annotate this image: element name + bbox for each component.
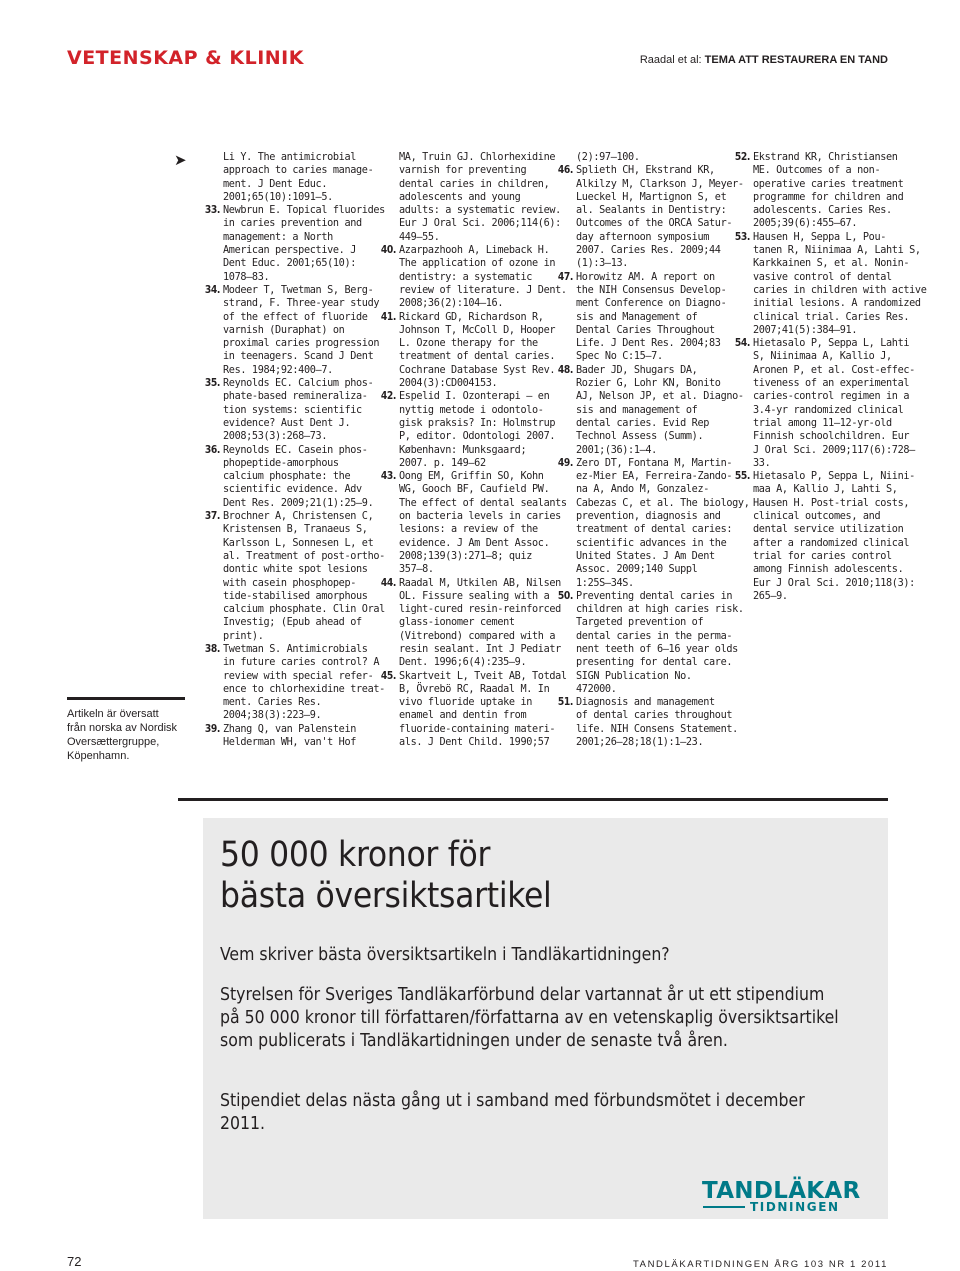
reference-number: 37.: [204, 511, 220, 523]
reference-text: Zero DT, Fontana M, Martin- ez-Mier EA, Ferreira-Zando- na A, Ando M, Gonzalez- Cabezas C, et al. The biology, prevention, diagnosis and treatment of dental caries: scientific advances in the United States. J Am Dent Assoc. 2009;140 Suppl 1:25S–34S.: [576, 457, 750, 589]
reference-item: [557, 164, 750, 270]
reference-item: [380, 244, 567, 310]
reference-item: [223, 151, 385, 204]
reference-number: 47.: [557, 271, 573, 283]
reference-text: Rickard GD, Richardson R, Johnson T, McColl D, Hooper L. Ozone therapy for the treatment of dental caries. Cochrane Database Syst Rev. 2004(3):CD004153.: [399, 311, 556, 390]
reference-number: 44.: [380, 577, 396, 589]
translation-note: Artikeln är översatt från norska av Nordisk Oversættergruppe, Köpenhamn.: [67, 708, 178, 762]
reference-number: 33.: [204, 205, 220, 217]
reference-number: 48.: [557, 364, 573, 376]
reference-item: [557, 457, 750, 590]
reference-text: Hietasalo P, Seppa L, Lahti S, Niinimaa A, Kallio J, Aronen P, et al. Cost-effec- tiveness of an experimental caries-control regimen in a 3.4-yr randomized clinical trial among 11–12-yr-old Finnish schoolchildren. Eur J Oral Sci. 2009;117(6):728– 33.: [753, 338, 915, 469]
reference-number: 36.: [204, 444, 220, 456]
reference-text: Twetman S. Antimicrobials in future caries control? A review with special refer- ence to chlorhexidine treat- ment. Caries Res. 2004;38(3):223–9.: [223, 643, 385, 722]
reference-number: 34.: [204, 284, 220, 296]
reference-number: 50.: [557, 590, 573, 602]
reference-item: [204, 204, 385, 284]
tandlakartidningen-logo-subtitle: TIDNINGEN: [750, 1200, 840, 1214]
reference-text: Oong EM, Griffin SO, Kohn WG, Gooch BF, Caufield PW. The effect of dental sealants on bacteria levels in caries lesions: a review of the evidence. J Am Dent Assoc. 2008;139(3):271–8; quiz 357–8.: [399, 471, 567, 576]
tandlakartidningen-logo: TANDLÄKAR: [702, 1178, 861, 1204]
reference-item: [380, 470, 567, 576]
reference-text: Azarpazhooh A, Limeback H. The application of ozone in dentistry: a systematic review of literature. J Dent. 2008;36(2):104–16.: [399, 245, 567, 310]
reference-item: [557, 364, 750, 457]
reference-item: [734, 151, 927, 231]
reference-number: 46.: [557, 165, 573, 177]
reference-text: Bader JD, Shugars DA, Rozier G, Lohr KN, Bonito AJ, Nelson JP, et al. Diagno- sis and management of dental caries. Evid Rep Technol Assess (Summ). 2001;(36):1–4.: [576, 364, 744, 456]
references-column-4: [734, 151, 927, 603]
reference-text: Horowitz AM. A report on the NIH Consensus Develop- ment Conference on Diagno- sis and Management of Dental Caries Throughout Life. J Dent Res. 2004;83 Spec No C:15–7.: [576, 271, 727, 363]
running-header-theme: TEMA ATT RESTAURERA EN TAND: [704, 54, 888, 66]
reference-text: Modeer T, Twetman S, Berg- strand, F. Three-year study of the effect of fluoride varnish (Duraphat) on proximal caries progression in teenagers. Scand J Dent Res. 1984;92:400–7.: [223, 284, 380, 376]
side-note-rule: [67, 697, 185, 700]
reference-number: 55.: [734, 471, 750, 483]
reference-item: [399, 151, 567, 244]
reference-number: 38.: [204, 643, 220, 655]
reference-number: 54.: [734, 338, 750, 350]
reference-item: [380, 670, 567, 750]
award-question: Vem skriver bästa översiktsartikeln i Tandläkartidningen?: [220, 945, 670, 965]
logo-rule: [703, 1206, 745, 1208]
reference-item: [204, 643, 385, 723]
reference-text: (2):97–100.: [576, 152, 640, 163]
running-header: [640, 54, 888, 66]
reference-item: [204, 284, 385, 377]
reference-text: Li Y. The antimicrobial approach to caries manage- ment. J Dent Educ. 2001;65(10):1091–5.: [223, 152, 374, 203]
references-column-3: [557, 151, 750, 749]
reference-number: 51.: [557, 697, 573, 709]
page-number: 72: [67, 1254, 82, 1269]
reference-item: [557, 590, 750, 696]
references-column-2: [380, 151, 567, 749]
reference-text: Brochner A, Christensen C, Kristensen B, Tranaeus S, Karlsson L, Sonnesen L, et al. Treatment of post-ortho- dontic white spot lesions with casein phosphopep- tide-stabilised amorphous calcium phosphate. Clin Oral Investig; (Epub ahead of print).: [223, 511, 385, 642]
reference-text: Zhang Q, van Palenstein Helderman WH, van't Hof: [223, 723, 357, 749]
publication-footer: TANDLÄKARTIDNINGEN ÅRG 103 NR 1 2011: [632, 1259, 888, 1270]
reference-item: [734, 470, 927, 603]
reference-item: [204, 377, 385, 443]
reference-number: 43.: [380, 471, 396, 483]
ad-top-rule: [178, 798, 888, 801]
award-title: 50 000 kronor för bästa översiktsartikel: [220, 835, 552, 916]
reference-text: MA, Truin GJ. Chlorhexidine varnish for preventing dental caries in children, adolescents and young adults: a systematic review. Eur J Oral Sci. 2006;114(6): 449–55.: [399, 152, 561, 243]
reference-text: Espelid I. Ozonterapi – en nyttig metode i odontolo- gisk praksis? In: Holmstrup P, editor. Odontologi 2007. København: Munksgaard; 2007. p. 149–62: [399, 391, 556, 469]
reference-item: [204, 510, 385, 643]
reference-text: Raadal M, Utkilen AB, Nilsen OL. Fissure sealing with a light-cured resin-reinforced glass-ionomer cement (Vitrebond) compared with a resin sealant. Int J Pediatr Dent. 1996;6(4):235–9.: [399, 577, 561, 669]
references-column-1: [204, 151, 385, 749]
reference-number: 42.: [380, 391, 396, 403]
reference-item: [557, 696, 750, 749]
award-paragraph-2: Stipendiet delas nästa gång ut i samband med förbundsmötet i december 2011.: [220, 1091, 805, 1134]
reference-item: [380, 311, 567, 391]
reference-text: Ekstrand KR, Christiansen ME. Outcomes of a non- operative caries treatment programme for children and adolescents. Caries Res. 2005;39(6):455–67.: [753, 152, 904, 230]
reference-item: [204, 723, 385, 750]
reference-item: [734, 231, 927, 337]
reference-item: [576, 151, 750, 164]
reference-text: Preventing dental caries in children at high caries risk. Targeted prevention of dental caries in the perma- nent teeth of 6–16 year olds presenting for dental care. SIGN Publication No. 472000.: [576, 590, 744, 695]
reference-text: Splieth CH, Ekstrand KR, Alkilzy M, Clarkson J, Meyer- Lueckel H, Martignon S, et al. Sealants in Dentistry: Outcomes of the ORCA Satur- day afternoon symposium 2007. Caries Res. 2009;44 (1):3–13.: [576, 165, 744, 270]
reference-number: 52.: [734, 152, 750, 163]
reference-text: Newbrun E. Topical fluorides in caries prevention and management: a North American perspective. J Dent Educ. 2001;65(10): 1078–83.: [223, 205, 385, 283]
reference-item: [380, 577, 567, 670]
reference-text: Hausen H, Seppa L, Pou- tanen R, Niinimaa A, Lahti S, Karkkainen S, et al. Nonin- vasive control of dental caries in children with active initial lesions. A randomized clinical trial. Caries Res. 2007;41(5):384–91.: [753, 231, 927, 336]
reference-number: 45.: [380, 670, 396, 682]
reference-item: [734, 337, 927, 470]
reference-text: Reynolds EC. Calcium phos- phate-based remineraliza- tion systems: scientific evidence? Aust Dent J. 2008;53(3):268–73.: [223, 378, 374, 443]
reference-item: [380, 390, 567, 470]
reference-text: Skartveit L, Tveit AB, Totdal B, Övrebö RC, Raadal M. In vivo fluoride uptake in enamel and dentin from fluoride-containing materi- als. J Dent Child. 1990;57: [399, 670, 567, 749]
reference-item: [204, 444, 385, 510]
reference-number: 41.: [380, 311, 396, 323]
reference-text: Reynolds EC. Casein phos- phopeptide-amorphous calcium phosphate: the scientific evidence. Adv Dent Res. 2009;21(1):25–9.: [223, 444, 374, 509]
continued-arrow-icon: ➤: [174, 152, 187, 169]
reference-text: Diagnosis and management of dental caries throughout life. NIH Consens Statement. 2001;26–28;18(1):1–23.: [576, 697, 738, 749]
section-title: VETENSKAP & KLINIK: [67, 47, 304, 69]
reference-number: 53.: [734, 231, 750, 243]
reference-item: [557, 271, 750, 364]
reference-number: 49.: [557, 457, 573, 469]
reference-number: 40.: [380, 245, 396, 257]
award-paragraph-1: Styrelsen för Sveriges Tandläkarförbund delar vartannat år ut ett stipendium på 50 000 kronor till författaren/författarna av en vetenskaplig översiktsartikel som publicerats i Tandläkartidningen under de senaste två åren.: [220, 985, 839, 1051]
reference-number: 35.: [204, 378, 220, 390]
reference-number: 39.: [204, 723, 220, 735]
running-header-authors: Raadal et al:: [639, 54, 702, 66]
reference-text: Hietasalo P, Seppa L, Niini- maa A, Kallio J, Lahti S, Hausen H. Post-trial costs, clinical outcomes, and dental service utilization after a randomized clinical trial for caries control among Finnish adolescents. Eur J Oral Sci. 2010;118(3): 265–9.: [753, 471, 915, 602]
